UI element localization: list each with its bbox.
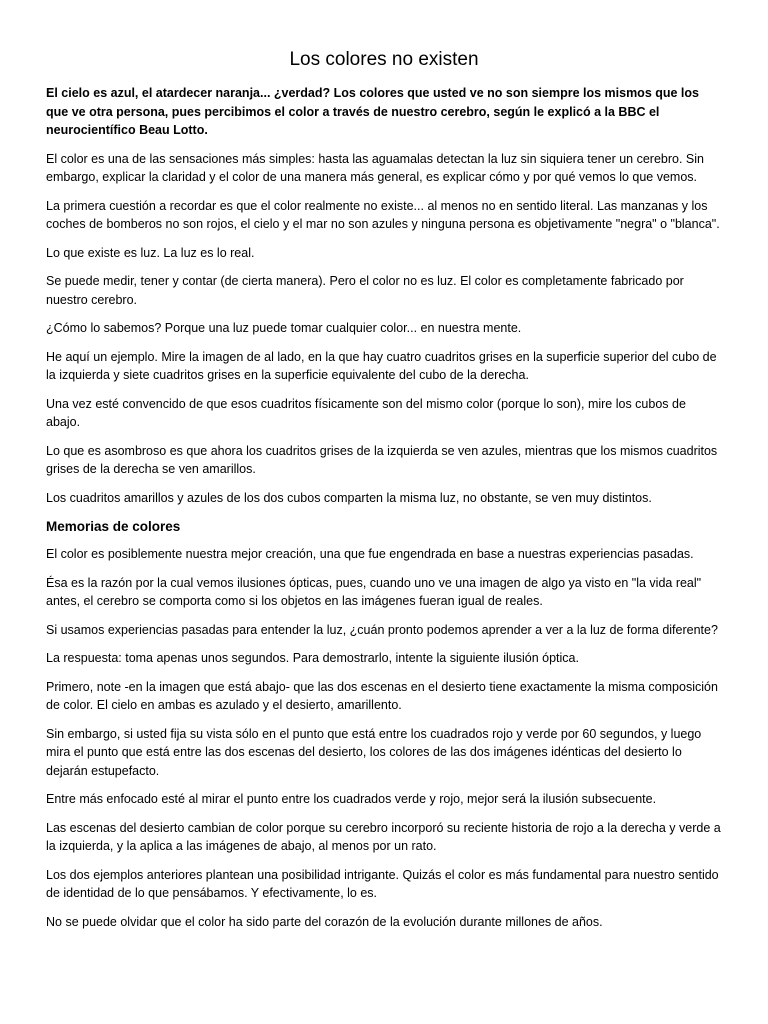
body-paragraph: Lo que es asombroso es que ahora los cuadritos grises de la izquierda se ven azules, mientras que los mismos cuadritos grises de la derecha se ven amarillos. xyxy=(46,443,718,476)
document-page xyxy=(46,48,722,941)
body-paragraph: No se puede olvidar que el color ha sido parte del corazón de la evolución durante millones de años. xyxy=(46,914,603,929)
body-paragraph: Lo que existe es luz. La luz es lo real. xyxy=(46,245,255,260)
body-paragraph: Si usamos experiencias pasadas para entender la luz, ¿cuán pronto podemos aprender a ver a la luz de forma diferente? xyxy=(46,622,718,637)
body-paragraph: He aquí un ejemplo. Mire la imagen de al lado, en la que hay cuatro cuadritos grises en la superficie superior del cubo de la izquierda y siete cuadritos grises en la superficie equivalente del cubo de la derecha. xyxy=(46,349,717,382)
body-paragraph: El color es una de las sensaciones más simples: hasta las aguamalas detectan la luz sin siquiera tener un cerebro. Sin embargo, explicar la claridad y el color de una manera más general, es explicar cómo y por qué vemos lo que vemos. xyxy=(46,151,704,184)
body-paragraph: Los dos ejemplos anteriores plantean una posibilidad intrigante. Quizás el color es más fundamental para nuestro sentido de identidad de lo que pensábamos. Y efectivamente, lo es. xyxy=(46,867,719,900)
body-paragraph: El color es posiblemente nuestra mejor creación, una que fue engendrada en base a nuestras experiencias pasadas. xyxy=(46,547,694,561)
body-paragraph: Se puede medir, tener y contar (de cierta manera). Pero el color no es luz. El color es completamente fabricado por nuestro cerebro. xyxy=(46,274,684,307)
body-paragraph: Los cuadritos amarillos y azules de los dos cubos comparten la misma luz, no obstante, se ven muy distintos. xyxy=(46,490,652,505)
body-paragraph: Ésa es la razón por la cual vemos ilusiones ópticas, pues, cuando uno ve una imagen de algo ya visto en "la vida real" antes, el cerebro se comporta como si los objetos en las imágenes fueran igual de reales. xyxy=(46,575,702,608)
body-paragraph: La primera cuestión a recordar es que el color realmente no existe... al menos no en sentido literal. Las manzanas y los coches de bomberos no son rojos, el cielo y el mar no son azules y ninguna persona es objetivamente "negra" o "blanca". xyxy=(46,198,720,231)
body-paragraph: Las escenas del desierto cambian de color porque su cerebro incorporó su reciente historia de rojo a la derecha y verde a la izquierda, y la aplica a las imágenes de abajo, al menos por un rato. xyxy=(46,820,721,853)
intro-paragraph: El cielo es azul, el atardecer naranja... ¿verdad? Los colores que usted ve no son siempre los mismos que los que ve otra persona, pues percibimos el color a través de nuestro cerebro, según le explicó a la BBC el neurocientífico Beau Lotto. xyxy=(46,86,699,137)
body-paragraph: Sin embargo, si usted fija su vista sólo en el punto que está entre los cuadrados rojo y verde por 60 segundos, y luego mira el punto que está entre las dos escenas del desierto, los colores de las dos imágenes idénticas del desierto lo dejarán estupefacto. xyxy=(46,726,702,778)
section-heading: Memorias de colores xyxy=(46,519,181,534)
document-title: Los colores no existen xyxy=(289,49,479,70)
body-paragraph: ¿Cómo lo sabemos? Porque una luz puede tomar cualquier color... en nuestra mente. xyxy=(46,321,522,335)
body-paragraph: Entre más enfocado esté al mirar el punto entre los cuadrados verde y rojo, mejor será la ilusión subsecuente. xyxy=(46,792,657,806)
body-paragraph: La respuesta: toma apenas unos segundos. Para demostrarlo, intente la siguiente ilusión óptica. xyxy=(46,651,579,665)
body-paragraph: Una vez esté convencido de que esos cuadritos físicamente son del mismo color (porque lo son), mire los cubos de abajo. xyxy=(46,396,686,429)
body-paragraph: Primero, note -en la imagen que está abajo- que las dos escenas en el desierto tiene exactamente la misma composición de color. El cielo en ambas es azulado y el desierto, amarillento. xyxy=(46,679,718,712)
